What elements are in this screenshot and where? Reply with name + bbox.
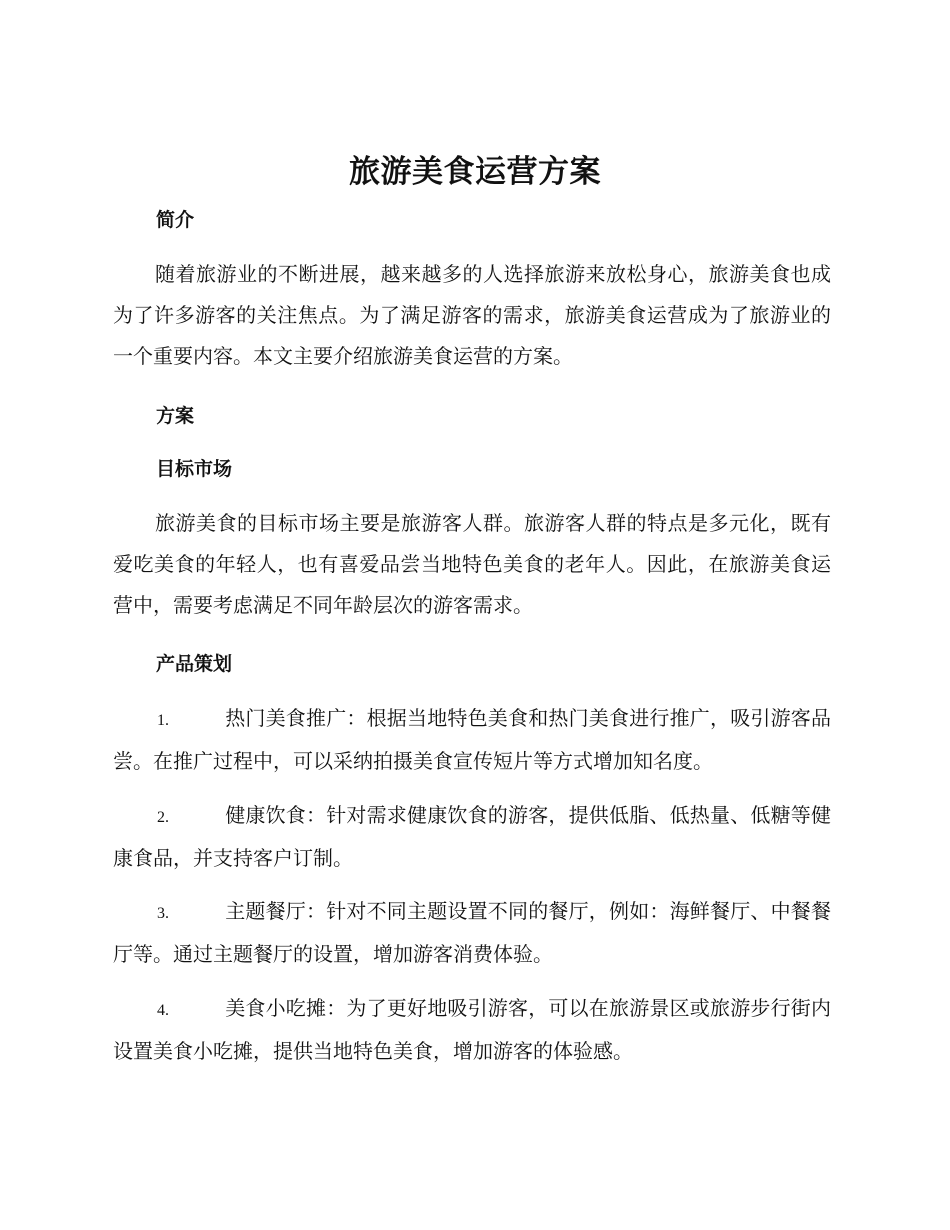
list-item [113, 698, 831, 782]
list-item-text: 热门美食推广：根据当地特色美食和热门美食进行推广，吸引游客品尝。在推广过程中，可以采纳拍摄美食宣传短片等方式增加知名度。 [113, 706, 831, 773]
list-item-text: 健康饮食：针对需求健康饮食的游客，提供低脂、低热量、低糖等健康食品，并支持客户订制。 [113, 803, 831, 870]
list-item [113, 988, 831, 1072]
list-item-text: 美食小吃摊：为了更好地吸引游客，可以在旅游景区或旅游步行街内设置美食小吃摊，提供当地特色美食，增加游客的体验感。 [113, 996, 831, 1063]
list-item-number: 1. [157, 712, 169, 729]
list-item-number: 3. [157, 905, 169, 922]
list-item-number: 4. [157, 1002, 169, 1019]
section-heading-plan: 方案 [156, 405, 195, 427]
document-title: 旅游美食运营方案 [349, 154, 601, 190]
section-heading-product-planning: 产品策划 [156, 653, 233, 675]
intro-paragraph: 随着旅游业的不断进展，越来越多的人选择旅游来放松身心，旅游美食也成为了许多游客的关注焦点。为了满足游客的需求，旅游美食运营成为了旅游业的一个重要内容。本文主要介绍旅游美食运营的方案。 [113, 262, 831, 368]
list-item [113, 891, 831, 975]
target-market-paragraph: 旅游美食的目标市场主要是旅游客人群。旅游客人群的特点是多元化，既有爱吃美食的年轻人，也有喜爱品尝当地特色美食的老年人。因此，在旅游美食运营中，需要考虑满足不同年龄层次的游客需求。 [113, 511, 831, 617]
list-item [113, 795, 831, 879]
section-heading-intro: 简介 [156, 209, 195, 231]
list-item-number: 2. [157, 809, 169, 826]
list-item-text: 主题餐厅：针对不同主题设置不同的餐厅，例如：海鲜餐厅、中餐餐厅等。通过主题餐厅的设置，增加游客消费体验。 [113, 899, 831, 966]
section-heading-target-market: 目标市场 [156, 458, 233, 480]
